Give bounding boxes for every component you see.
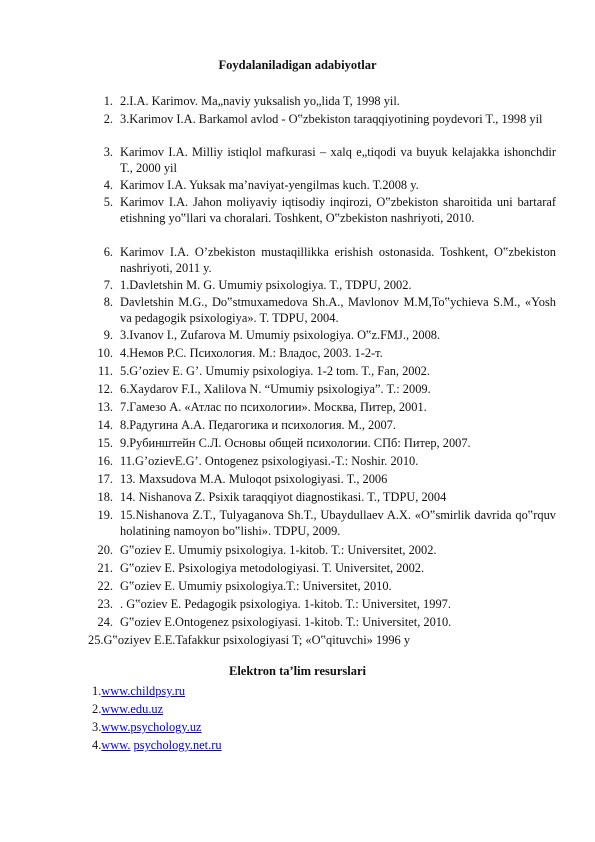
reference-text: G‟oziev E. Umumiy psixologiya. 1-kitob. T.: Universitet, 2002. — [120, 543, 437, 557]
reference-text: 4.Немов Р.С. Психология. М.: Владос, 2003. 1-2-т. — [120, 346, 383, 360]
reference-text: 7.Гамезо А. «Атлас по психологии». Москва, Питер, 2001. — [120, 400, 427, 414]
reference-number: 15. — [97, 436, 113, 450]
reference-number: 14. — [97, 418, 113, 432]
reference-number: 12. — [97, 382, 113, 396]
reference-number: 2. — [103, 112, 113, 126]
reference-text: G‟oziev E. Psixologiya metodologiyasi. T. Universitet, 2002. — [120, 561, 425, 575]
resource-item — [92, 719, 202, 735]
reference-text: 11.G’ozievE.G’. Ontogenez psixologiyasi.-T.: Noshir. 2010. — [120, 454, 419, 468]
resource-item — [92, 683, 185, 699]
reference-number: 8. — [103, 295, 113, 309]
resources-heading: Elektron ta’lim resurslari — [228, 664, 367, 678]
reference-text: 13. Maxsudova M.A. Muloqot psixologiyasi. T., 2006 — [120, 472, 388, 486]
reference-text: Karimov I.A. Milliy istiqlol mafkurasi – xalq e„tiqodi va buyuk kelajakka ishonchdir T., 2000 yil — [120, 145, 556, 175]
reference-text: 3.Ivanov I., Zufarova M. Umumiy psixologiya. O‟z.FMJ., 2008. — [120, 328, 441, 342]
reference-number: 11. — [97, 364, 113, 378]
reference-text: G‟oziev E.Ontogenez psixologiyasi. 1-kitob. T.: Universitet, 2010. — [120, 615, 452, 629]
references-heading: Foydalaniladigan adabiyotlar — [218, 58, 377, 72]
reference-text: 1.Davletshin M. G. Umumiy psixologiya. T., TDPU, 2002. — [120, 278, 412, 292]
reference-number: 21. — [97, 561, 113, 575]
resource-link-psychology-net[interactable]: psychology.net.ru — [133, 738, 222, 752]
resource-number: 1. — [92, 684, 102, 698]
resource-number: 4. — [92, 738, 102, 752]
reference-text: 3.Karimov I.A. Barkamol avlod - O‟zbekiston taraqqiyotining poydevori T., 1998 yil — [120, 112, 543, 126]
reference-number: 22. — [97, 579, 113, 593]
reference-number: 19. — [97, 508, 113, 522]
reference-text: Karimov I.A. O’zbekiston mustaqillikka erishish ostonasida. Toshkent, O‟zbekiston nashriyoti, 2011 y. — [120, 245, 556, 275]
reference-number: 4. — [103, 178, 113, 192]
reference-number: 6. — [103, 245, 113, 259]
reference-number: 23. — [97, 597, 113, 611]
reference-number: 13. — [97, 400, 113, 414]
resource-link-psychology-uz[interactable]: www.psychology.uz — [101, 720, 202, 734]
resource-item — [92, 701, 163, 717]
reference-text: 14. Nishanova Z. Psixik taraqqiyot diagnostikasi. T., TDPU, 2004 — [120, 490, 447, 504]
reference-text: Karimov I.A. Yuksak ma’naviyat-yengilmas kuch. T.2008 y. — [120, 178, 419, 192]
reference-text: 6.Xaydarov F.I., Xalilova N. “Umumiy psixologiya”. T.: 2009. — [120, 382, 431, 396]
resource-number: 2. — [92, 702, 102, 716]
reference-text: Davletshin M.G., Do‟stmuxamedova Sh.A., Mavlonov M.M,To‟ychieva S.M., «Yosh va pedagogik psixologiya». T. TDPU, 2004. — [120, 295, 556, 325]
reference-number: 3. — [103, 145, 113, 159]
reference-number: 17. — [97, 472, 113, 486]
reference-text: 8.Радугина А.А. Педагогика и психология. М., 2007. — [120, 418, 396, 432]
resource-link-childpsy[interactable]: www.childpsy.ru — [101, 684, 186, 698]
reference-text: 5.G’oziev E. G’. Umumiy psixologiya. 1-2 tom. T., Fan, 2002. — [120, 364, 430, 378]
resource-link-www[interactable]: www. — [101, 738, 131, 752]
reference-number: 16. — [97, 454, 113, 468]
reference-text: 15.Nishanova Z.T., Tulyaganova Sh.T., Ubaydullaev A.X. «O‟smirlik davrida qo‟rquv holatining namoyon bo‟lishi». TDPU, 2009. — [120, 508, 556, 538]
resource-link-edu[interactable]: www.edu.uz — [101, 702, 164, 716]
reference-text: G‟oziev E. Umumiy psixologiya.T.: Universitet, 2010. — [120, 579, 392, 593]
reference-text: Karimov I.A. Jahon moliyaviy iqtisodiy inqirozi, O‟zbekiston sharoitida uni bartaraf etishning yo‟llari va choralari. Toshkent, O‟zbekiston nashriyoti, 2010. — [120, 195, 556, 225]
reference-number: 18. — [97, 490, 113, 504]
reference-number: 20. — [97, 543, 113, 557]
reference-number: 9. — [103, 328, 113, 342]
reference-number: 24. — [97, 615, 113, 629]
reference-number: 1. — [103, 94, 113, 108]
reference-25: 25.G‟oziyev E.E.Tafakkur psixologiyasi T; «O‟qituvchi» 1996 y — [88, 633, 411, 647]
resource-item — [92, 737, 222, 753]
reference-number: 5. — [103, 195, 113, 209]
reference-text: 9.Рубинштейн С.Л. Основы общей психологии. СПб: Питер, 2007. — [120, 436, 471, 450]
resource-number: 3. — [92, 720, 102, 734]
reference-number: 10. — [97, 346, 113, 360]
reference-number: 7. — [103, 278, 113, 292]
reference-text: . G‟oziev E. Pedagogik psixologiya. 1-kitob. T.: Universitet, 1997. — [120, 597, 451, 611]
reference-text: 2.I.A. Karimov. Ma„naviy yuksalish yo„lida T, 1998 yil. — [120, 94, 400, 108]
